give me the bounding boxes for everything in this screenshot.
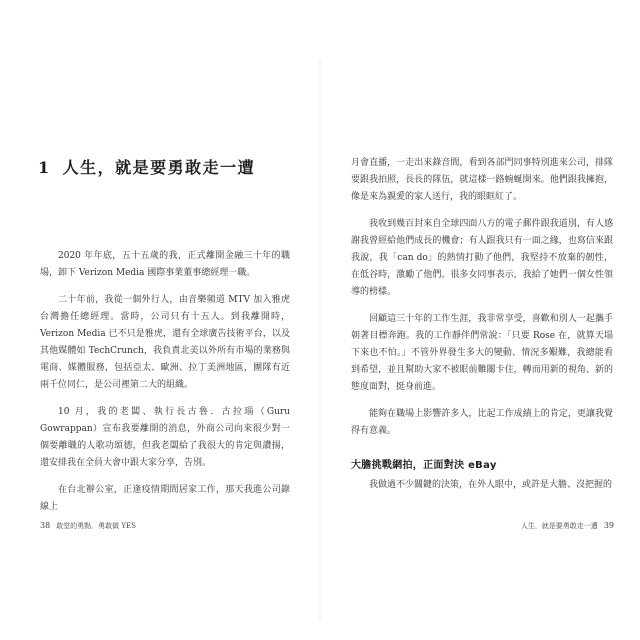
right-body-text (351, 155, 613, 504)
chapter-number: 1 (38, 158, 51, 177)
paragraph: 在台北辦公室，正逢疫情期間居家工作，那天我進公司錄線上 (40, 485, 290, 512)
left-body-text (40, 248, 290, 526)
paragraph: 我收到幾百封來自全球四面八方的電子郵件跟我道別，有人感謝我曾經給他們成長的機會；有人跟我只有一面之緣，也寫信來跟我說，我「can do」的熱情打動了他們，我堅持不放棄的韌性，在低谷時，激勵了他們。很多女同事表示，我給了她們一個女性領導的榜樣。 (351, 219, 613, 297)
right-page (320, 0, 640, 640)
paragraph: 10 月，我的老闆、執行長古魯．古拉瑙（Guru Gowrappan）宣布我要離開的消息，外商公司向來很少對一個要離職的人歌功頌德，但我老闆給了我很大的肯定與讚揚，還安排我在全員大會中跟大家分享，告別。 (40, 407, 290, 468)
paragraph: 月會直播，一走出來錄音間，看到各部門同事特別進來公司，排隊要跟我拍照，長長的隊伍，就這樣一路蜿蜒開來。他們跟我擁抱，像是來為親愛的家人送行，我的眼眶紅了。 (351, 158, 613, 202)
paragraph: 我做過不少關鍵的決策，在外人眼中，或許是大膽、沒把握的 (369, 480, 613, 490)
paragraph: 能夠在職場上影響許多人，比起工作成績上的肯定，更讓我覺得有意義。 (351, 409, 613, 436)
page-number: 38 (40, 521, 51, 530)
left-page-footer (40, 521, 136, 531)
right-page-footer (521, 521, 614, 531)
paragraph: 回顧這三十年的工作生涯，我非常享受，喜歡和別人一起攜手朝著目標奔跑。我的工作靜伴們常說：「只要 Rose 在，就算天塌下來也不怕。」不管外界發生多大的變動、情況多艱難，我總能看到希望，並且幫助大家不被眼前難關卡住，轉而用新的視角、新的態度面對，挺身前進。 (351, 314, 613, 392)
page-number: 39 (603, 521, 614, 530)
running-head: 敢堂的勇點．勇敢做 YES (56, 522, 136, 530)
running-head: 人生，就是要勇敢走一遭 (520, 522, 598, 530)
chapter-heading (38, 155, 298, 178)
section-subheading: 大膽挑戰網拍，正面對決 eBay (351, 460, 497, 471)
paragraph: 二十年前，我從一個外行人，由音樂頻道 MTV 加入雅虎台灣擔任總經理。當時，公司只有十五人。到我離開時，Verizon Media 已不只是雅虎，還有全球廣告技術平台，以及其他媒體如 TechCrunch，我負責北美以外所有市場的業務與電商、媒體服務，包括亞太、歐洲、拉丁美洲地區，團隊有近兩千位同仁，是公司裡第二大的組織。 (40, 295, 290, 390)
paragraph: 2020 年年底，五十五歲的我，正式離開金融三十年的職場，卸下 Verizon Media 國際事業董事總經理一職。 (40, 251, 290, 278)
chapter-title: 人生，就是要勇敢走一遭 (62, 158, 256, 177)
